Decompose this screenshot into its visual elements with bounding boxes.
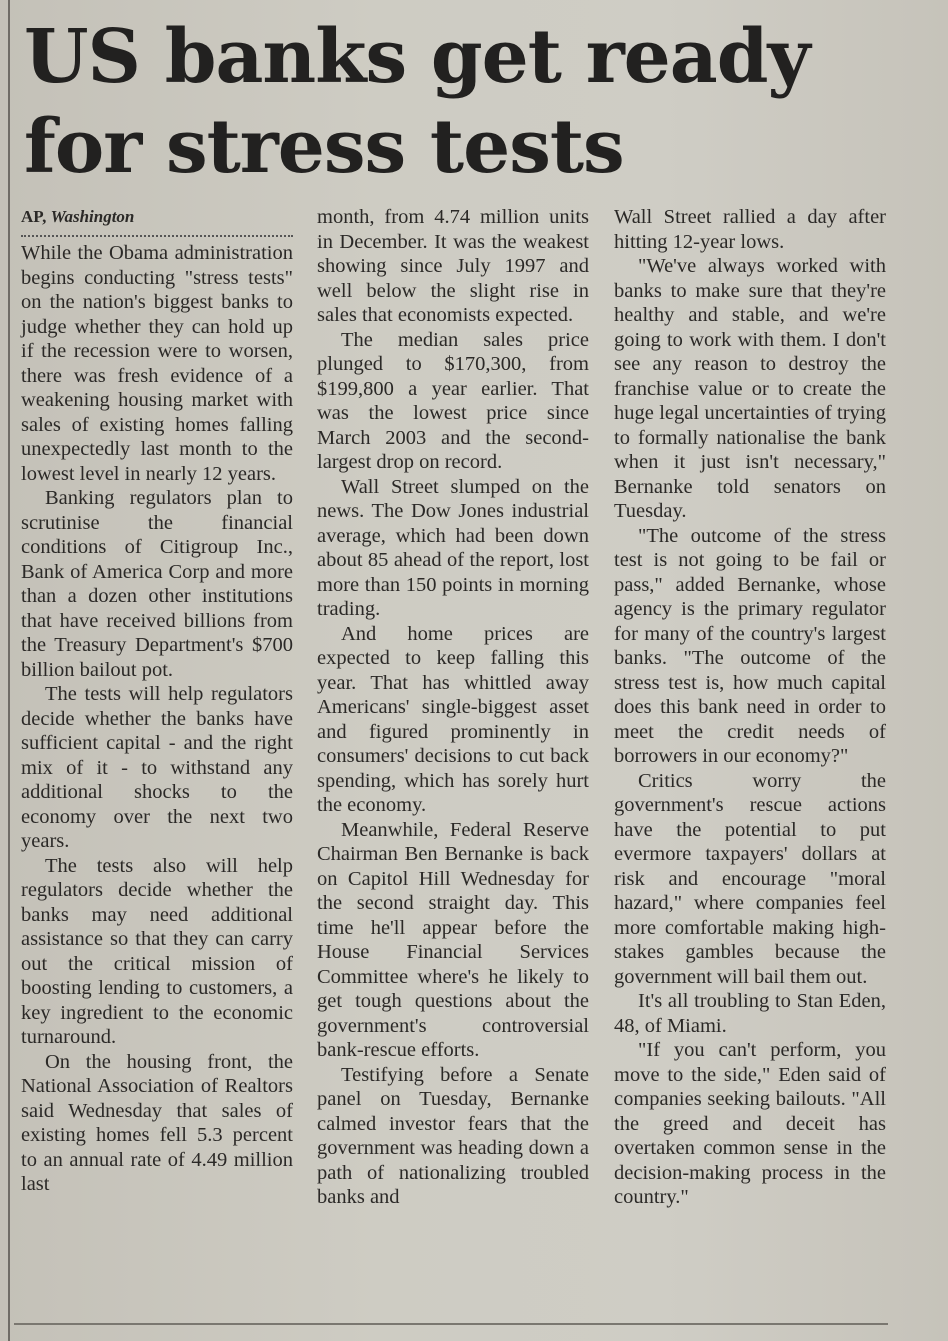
byline-place: Washington [50,207,135,226]
paragraph: Testifying before a Senate panel on Tuesday, Bernanke calmed investor fears that the government was heading down a path of nationalizing troubled banks and [317,1063,589,1208]
paragraph: On the housing front, the National Association of Realtors said Wednesday that sales of existing homes fell 5.3 percent to an annual rate of 4.49 million last [21,1050,293,1195]
article-column-3 [614,205,886,1210]
paragraph: The tests will help regulators decide whether the banks have sufficient capital - and the right mix of it - to withstand any additional shocks to the economy over the next two years. [21,683,293,852]
byline [21,205,293,237]
headline: US banks get ready for stress tests [24,14,810,190]
paragraph: month, from 4.74 million units in December. It was the weakest showing since July 1997 and well below the slight rise in sales that economists expected. [317,206,589,326]
byline-agency: AP, [21,207,47,226]
paragraph: The median sales price plunged to $170,300, from $199,800 a year earlier. That was the lowest price since March 2003 and the second-largest drop on record. [317,328,589,473]
paragraph: "If you can't perform, you move to the side," Eden said of companies seeking bailouts. "All the greed and deceit has overtaken common sense in the decision-making process in the country." [614,1039,886,1208]
paragraph: While the Obama administration begins conducting "stress tests" on the nation's biggest banks to judge whether they can hold up if the recession were to worsen, there was fresh evidence of a weakening housing market with sales of existing homes falling unexpectedly last month to the lowest level in nearly 12 years. [21,242,293,485]
paragraph: The tests also will help regulators decide whether the banks may need additional assistance so that they can carry out the critical mission of boosting lending to customers, a key ingredient to the economic turnaround. [21,854,293,1048]
paragraph: Critics worry the government's rescue actions have the potential to put evermore taxpayers' dollars at risk and encourage "moral hazard," where companies feel more comfortable making high-stakes gambles because the government will bail them out. [614,769,886,988]
article-column-1 [21,205,293,1197]
paragraph: Wall Street rallied a day after hitting 12-year lows. [614,206,886,253]
paragraph: "The outcome of the stress test is not going to be fail or pass," added Bernanke, whose agency is the primary regulator for many of the country's largest banks. "The outcome of the stress test is, how much capital does this bank need in order to meet the credit needs of borrowers in our economy?" [614,524,886,767]
bottom-rule [14,1323,888,1325]
paragraph: Wall Street slumped on the news. The Dow Jones industrial average, which had been down about 85 ahead of the report, lost more than 150 points in morning trading. [317,475,589,620]
paragraph: It's all troubling to Stan Eden, 48, of Miami. [614,990,886,1037]
paragraph: Banking regulators plan to scrutinise the financial conditions of Citigroup Inc., Bank of America Corp and more than a dozen other institutions that have received billions from the Treasury Department's $700 billion bailout pot. [21,487,293,681]
column-rule [8,0,10,1341]
paragraph: "We've always worked with banks to make sure that they're healthy and stable, and we're going to work with them. I don't see any reason to destroy the franchise value or to create the huge legal uncertainties of trying to formally nationalise the bank when it just isn't necessary," Bernanke told senators on Tuesday. [614,255,886,522]
paragraph: And home prices are expected to keep falling this year. That has whittled away Americans' single-biggest asset and figured prominently in consumers' decisions to cut back spending, which has sorely hurt the economy. [317,622,589,816]
paragraph: Meanwhile, Federal Reserve Chairman Ben Bernanke is back on Capitol Hill Wednesday for the second straight day. This time he'll appear before the House Financial Services Committee where's he likely to get tough questions about the government's controversial bank-rescue efforts. [317,818,589,1061]
article-column-2 [317,205,589,1210]
